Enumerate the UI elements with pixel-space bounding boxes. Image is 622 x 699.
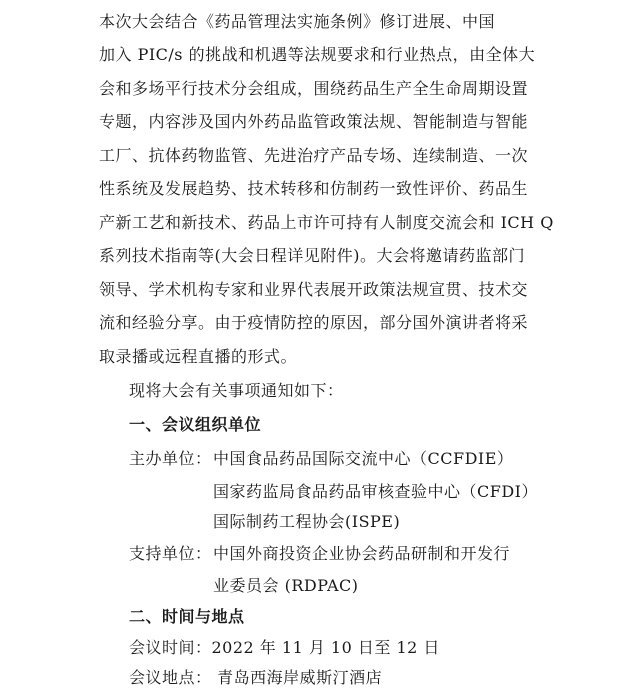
notice-intro: 现将大会有关事项通知如下：	[129, 381, 344, 400]
paragraph-line-2: 加入 PIC/s 的挑战和机遇等法规要求和行业热点，由全体大	[99, 45, 536, 64]
paragraph-line-6: 性系统及发展趋势、技术转移和仿制药一致性评价、药品生	[99, 179, 529, 198]
paragraph-line-3: 会和多场平行技术分会组成，围绕药品生产全生命周期设置	[99, 79, 529, 98]
section1-heading: 一、会议组织单位	[129, 415, 262, 434]
meeting-place: 会议地点： 青岛西海岸威斯汀酒店	[129, 668, 383, 687]
paragraph-line-11: 取录播或远程直播的形式。	[99, 347, 298, 366]
meeting-time: 会议时间：2022 年 11 月 10 日至 12 日	[129, 638, 440, 657]
paragraph-line-5: 工厂、抗体药物监管、先进治疗产品专场、连续制造、一次	[99, 146, 529, 165]
paragraph-line-4: 专题，内容涉及国内外药品监管政策法规、智能制造与智能	[99, 112, 529, 131]
paragraph-line-8: 系列技术指南等(大会日程详见附件)。大会将邀请药监部门	[99, 246, 525, 265]
section2-heading: 二、时间与地点	[129, 607, 245, 626]
supporter-line-2: 业委员会 (RDPAC)	[213, 576, 359, 595]
paragraph-line-10: 流和经验分享。由于疫情防控的原因，部分国外演讲者将采	[99, 313, 529, 332]
supporter-line-1: 中国外商投资企业协会药品研制和开发行	[213, 544, 511, 563]
organizer-2: 国家药监局食品药品审核查验中心（CFDI）	[213, 482, 538, 501]
paragraph-line-1: 本次大会结合《药品管理法实施条例》修订进展、中国	[99, 12, 496, 31]
supporter-label: 支持单位：	[129, 544, 212, 563]
organizer-label: 主办单位：	[129, 449, 212, 468]
paragraph-line-7: 产新工艺和新技术、药品上市许可持有人制度交流会和 ICH Q	[99, 213, 554, 232]
paragraph-line-9: 领导、学术机构专家和业界代表展开政策法规宣贯、技术交	[99, 280, 529, 299]
organizer-1: 中国食品药品国际交流中心（CCFDIE）	[213, 449, 514, 468]
organizer-3: 国际制药工程协会(ISPE)	[213, 512, 401, 531]
